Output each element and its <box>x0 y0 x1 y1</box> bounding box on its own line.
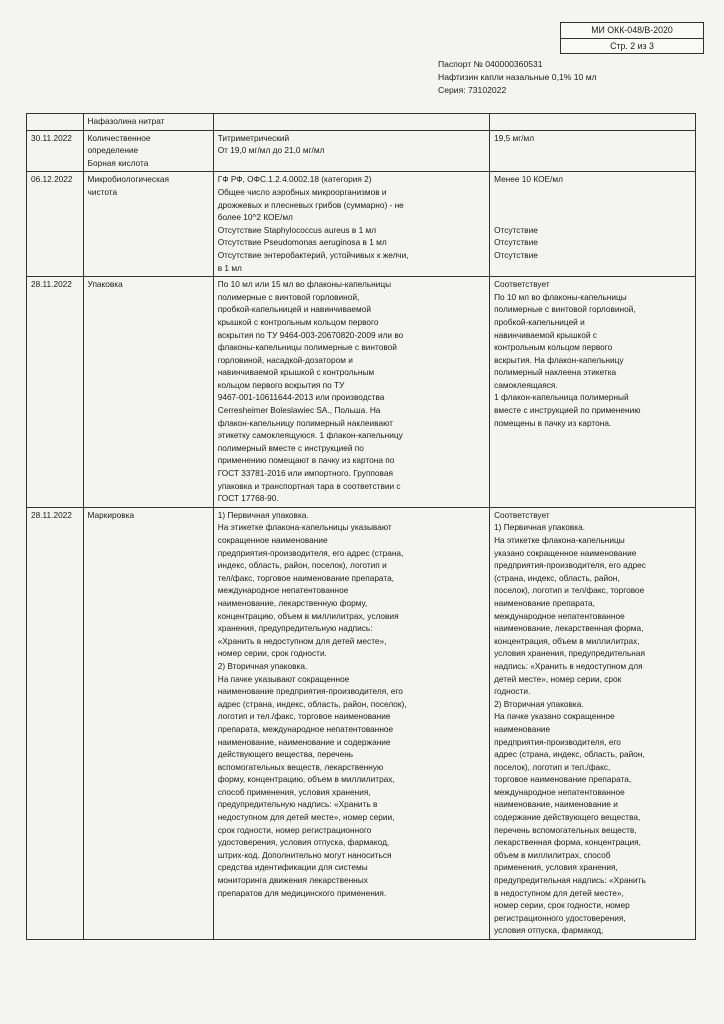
result-line: 1 флакон-капельница полимерный <box>494 392 629 403</box>
method-line: ГФ РФ, ОФС.1.2.4.0002.18 (категория 2) <box>217 174 372 185</box>
cell-method <box>213 172 489 277</box>
product-name: Нафтизин капли назальные 0,1% 10 мл <box>438 72 597 82</box>
name-line: Количественное <box>87 132 151 143</box>
method-line: способ применения, условия хранения, <box>217 786 371 797</box>
result-line: наименование препарата, <box>494 597 595 608</box>
result-line: концентрация, объем в миллилитрах, <box>494 635 640 646</box>
method-line: 2) Вторичная упаковка. <box>217 660 308 671</box>
method-line: пробкой-капельницей и навинчиваемой <box>217 304 371 315</box>
result-line: международное непатентованное <box>494 610 625 621</box>
result-line: содержание действующего вещества, <box>494 812 641 823</box>
cell-result <box>490 114 696 131</box>
result-line: годности. <box>494 686 531 697</box>
result-line: применения, условия хранения, <box>494 862 618 873</box>
method-line: международное непатентованное <box>217 585 349 596</box>
method-line: действующего вещества, перечень <box>217 749 354 760</box>
result-line: предприятия-производителя, его адрес <box>494 560 646 571</box>
name-line: Нафазолина нитрат <box>87 116 165 126</box>
method-line: применению помещают в пачку из картона по <box>217 455 395 466</box>
document-code-box <box>560 22 704 54</box>
method-line: По 10 мл или 15 мл во флаконы-капельницы <box>217 279 392 290</box>
page-number: Стр. 2 из 3 <box>561 38 703 54</box>
table-row <box>27 114 696 131</box>
result-line: самоклеящаяся. <box>494 379 558 390</box>
cell-name <box>83 172 213 277</box>
method-line: препарата, международное непатентованное <box>217 723 394 734</box>
result-line: лекарственная форма, концентрация, <box>494 837 641 848</box>
result-line: номер серии, срок годности, номер <box>494 900 630 911</box>
method-line: Отсутствие Pseudomonas aeruginosa в 1 мл <box>217 237 387 248</box>
method-line: недоступном для детей месте», номер серии, <box>217 812 395 823</box>
cell-method <box>213 130 489 172</box>
cell-method <box>213 114 489 131</box>
method-line: 1) Первичная упаковка. <box>217 509 309 520</box>
result-line: навинчиваемой крышкой с <box>494 329 597 340</box>
method-line: На этикетке флакона-капельницы указывают <box>217 522 392 533</box>
table-row <box>27 507 696 939</box>
method-line: концентрацию, объем в миллилитрах, условия <box>217 610 399 621</box>
document-code: МИ ОКК-048/В-2020 <box>591 25 673 35</box>
method-line: Титриметрический <box>217 132 290 143</box>
method-line: мониторинга движения лекарственных <box>217 875 368 886</box>
method-line: кольцом первого вскрытия по ТУ <box>217 379 345 390</box>
method-line: горловиной, насадкой-дозатором и <box>217 354 353 365</box>
cell-method <box>213 277 489 508</box>
result-line: Отсутствие <box>494 224 538 235</box>
method-line: навинчиваемой крышкой с контрольным <box>217 367 375 378</box>
cell-result <box>490 507 696 939</box>
result-line: Менее 10 КОЕ/мл <box>494 174 563 185</box>
cell-name <box>83 277 213 508</box>
method-line: наименование, наименование и содержание <box>217 736 391 747</box>
name-line: чистота <box>87 186 118 197</box>
name-line: Маркировка <box>87 509 135 520</box>
result-line: 1) Первичная упаковка. <box>494 522 586 533</box>
result-line: наименование <box>494 723 551 734</box>
method-line: Cerresheimer Boleslawiec SA., Польша. На <box>217 405 381 416</box>
result-line: вскрытия. На флакон-капельницу <box>494 354 624 365</box>
method-line: упаковка и транспортная тара в соответствии с <box>217 480 401 491</box>
result-line: Отсутствие <box>494 237 538 248</box>
table-row <box>27 172 696 277</box>
result-line: помещены в пачку из картона. <box>494 417 612 428</box>
cell-date: 06.12.2022 <box>27 172 84 277</box>
test-results-table <box>26 113 696 940</box>
method-line: От 19,0 мг/мл до 21,0 мг/мл <box>217 145 325 156</box>
method-line: флакон-капельницу полимерный наклеивают <box>217 417 393 428</box>
result-line: объем в миллилитрах, способ <box>494 849 611 860</box>
result-line: На пачке указано сокращенное <box>494 711 615 722</box>
method-line: полимерные с винтовой горловиной, <box>217 291 360 302</box>
result-line: регистрационного удостоверения, <box>494 912 626 923</box>
method-line: сокращенное наименование <box>217 535 328 545</box>
method-line: удостоверения, условия отпуска, фармакод, <box>217 837 390 848</box>
method-line: Общее число аэробных микроорганизмов и <box>217 186 387 197</box>
result-line: условия хранения, предупредительная <box>494 648 645 659</box>
cell-result <box>490 277 696 508</box>
cell-date: 28.11.2022 <box>27 507 84 939</box>
method-line: Отсутствие энтеробактерий, устойчивых к желчи, <box>217 249 409 260</box>
method-line: флаконы-капельницы полимерные с винтовой <box>217 342 397 353</box>
name-line: Упаковка <box>87 279 123 290</box>
method-line: На пачке указывают сокращенное <box>217 673 350 684</box>
method-line: средства идентификации для системы <box>217 862 368 873</box>
result-line: предприятия-производителя, его <box>494 736 621 747</box>
result-line: наименование, лекарственная форма, <box>494 623 644 634</box>
result-line: полимерные с винтовой горловиной, <box>494 304 636 315</box>
method-line: ГОСТ 17768-90. <box>217 493 279 504</box>
result-line: международное непатентованное <box>494 786 625 797</box>
result-line: адрес (страна, индекс, область, район, <box>494 749 645 760</box>
passport-info <box>438 58 597 97</box>
result-line: условия отпуска, фармакод, <box>494 925 604 936</box>
name-line: Борная кислота <box>87 157 149 168</box>
method-line: срок годности, номер регистрационного <box>217 824 372 835</box>
cell-method <box>213 507 489 939</box>
cell-date: 30.11.2022 <box>27 130 84 172</box>
method-line: 9467-001-10611644-2013 или производства <box>217 392 385 403</box>
method-line: вскрытия по ТУ 9464-003-20670820-2009 или во <box>217 329 404 340</box>
method-line: номер серии, срок годности. <box>217 648 327 659</box>
method-line: более 10^2 КОЕ/мл <box>217 212 293 223</box>
result-line: Соответствует <box>494 279 550 290</box>
result-line: надпись: «Хранить в недоступном для <box>494 660 643 671</box>
series-number: Серия: 73102022 <box>438 85 507 95</box>
name-line: Микробиологическая <box>87 174 169 185</box>
method-line: в 1 мл <box>217 262 242 273</box>
result-line: (страна, индекс, область, район, <box>494 572 620 583</box>
method-line: хранения, предупредительную надпись: <box>217 623 373 634</box>
result-line: детей месте», номер серии, срок <box>494 673 622 684</box>
method-line: форму, концентрацию, объем в миллилитрах, <box>217 774 395 785</box>
cell-result <box>490 130 696 172</box>
result-line: поселок), логотип и тел/факс, торговое <box>494 585 645 596</box>
cell-name <box>83 114 213 131</box>
method-line: индекс, область, район, поселок), логотип и <box>217 560 387 571</box>
method-line: препаратов для медицинского применения. <box>217 887 387 898</box>
method-line: предупредительную надпись: «Хранить в <box>217 799 378 810</box>
result-line <box>494 211 691 224</box>
result-line: Соответствует <box>494 509 550 520</box>
passport-number: Паспорт № 040000360531 <box>438 59 543 69</box>
result-line <box>494 186 691 199</box>
method-line: адрес (страна, индекс, область, район, поселок), <box>217 698 407 709</box>
result-line: полимерный наклеена этикетка <box>494 367 617 378</box>
result-line: 2) Вторичная упаковка. <box>494 698 584 709</box>
method-line: штрих-код. Дополнительно могут наноситься <box>217 849 392 860</box>
method-line: наименование предприятия-производителя, его <box>217 686 403 697</box>
cell-result <box>490 172 696 277</box>
result-line: На этикетке флакона-капельницы <box>494 535 625 545</box>
result-line <box>494 199 691 212</box>
cell-date: 28.11.2022 <box>27 277 84 508</box>
result-line: вместе с инструкцией по применению <box>494 405 641 416</box>
result-line: в недоступном для детей месте», <box>494 887 624 898</box>
result-line: перечень вспомогательных веществ, <box>494 824 637 835</box>
method-line: этикетку самоклеящуюся. 1 флакон-капельницу <box>217 430 403 441</box>
cell-date <box>27 114 84 131</box>
method-line: дрожжевых и плесневых грибов (суммарно) - не <box>217 199 404 210</box>
result-line: торговое наименование препарата, <box>494 774 632 785</box>
result-line: Отсутствие <box>494 249 538 260</box>
cell-name <box>83 130 213 172</box>
table-row <box>27 130 696 172</box>
method-line: предприятия-производителя, его адрес (страна, <box>217 547 404 558</box>
method-line: логотип и тел./факс, торговое наименование <box>217 711 391 722</box>
result-line: По 10 мл во флаконы-капельницы <box>494 291 627 302</box>
method-line: тел/факс, торговое наименование препарата, <box>217 572 394 583</box>
method-line: «Хранить в недоступном для детей месте», <box>217 635 387 646</box>
method-line: Отсутствие Staphylococcus aureus в 1 мл <box>217 224 377 235</box>
method-line: наименование, лекарственную форму, <box>217 597 368 608</box>
result-line: 19,5 мг/мл <box>494 132 535 143</box>
cell-name <box>83 507 213 939</box>
method-line: крышкой с контрольным кольцом первого <box>217 316 379 327</box>
result-line: предупредительная надпись: «Хранить <box>494 875 646 886</box>
method-line: вспомогательных веществ, лекарственную <box>217 761 384 772</box>
method-line: ГОСТ 33781-2016 или импортного. Групповая <box>217 468 393 479</box>
result-line: контрольным кольцом первого <box>494 342 613 353</box>
method-line: полимерный вместе с инструкцией по <box>217 442 364 453</box>
result-line: указано сокращенное наименование <box>494 547 637 558</box>
table-body <box>27 114 696 940</box>
name-line: определение <box>87 145 139 156</box>
result-line: наименование, наименование и <box>494 799 618 810</box>
table-row <box>27 277 696 508</box>
result-line: пробкой-капельницей и <box>494 316 585 327</box>
result-line: поселок), логотип и тел./факс, <box>494 761 611 772</box>
